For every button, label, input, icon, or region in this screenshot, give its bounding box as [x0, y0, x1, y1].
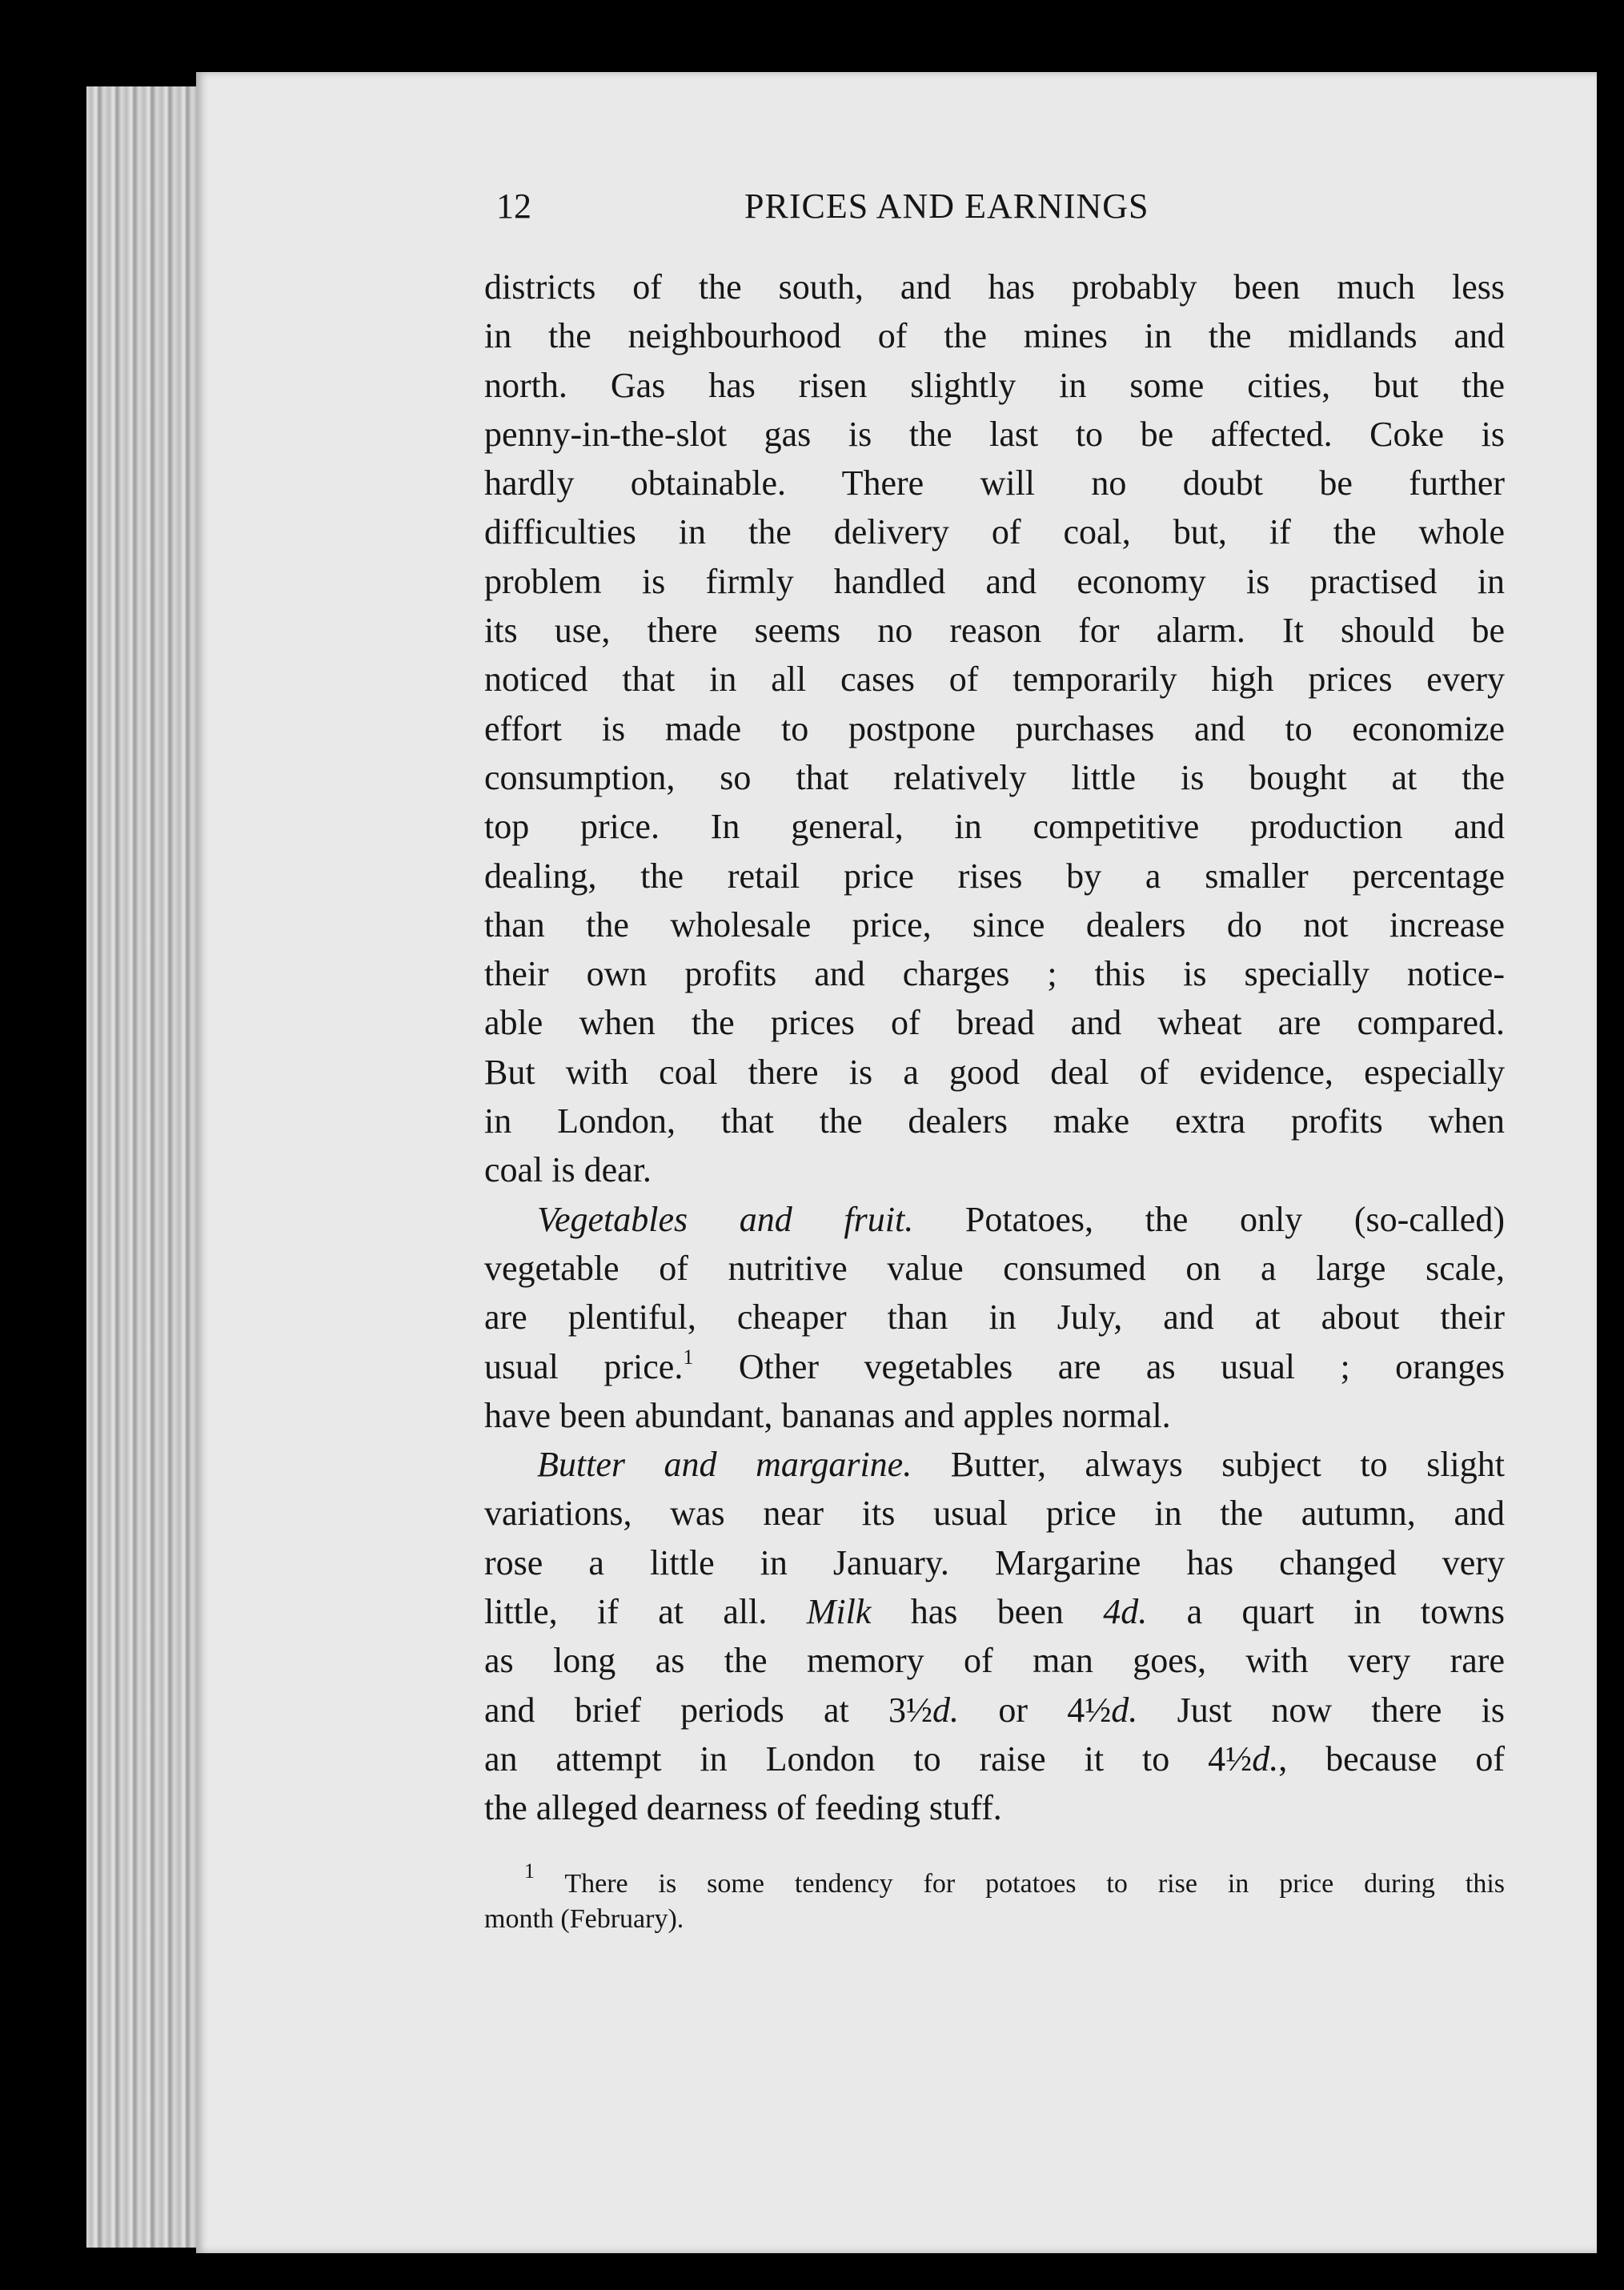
text-line: in the neighbourhood of the mines in the midlands and	[484, 316, 1505, 356]
text-line: districts of the south, and has probably been much less	[484, 267, 1505, 307]
text-line: hardly obtainable. There will no doubt be further	[484, 463, 1505, 503]
text-line: variations, was near its usual price in the autumn, and	[484, 1494, 1505, 1534]
text-line: Vegetables and fruit. Potatoes, the only (so-called)	[537, 1199, 1505, 1239]
text-line: north. Gas has risen slightly in some cities, but the	[484, 365, 1505, 405]
footnote-line: $^1$ There is some tendency for potatoes to rise in price during this	[524, 1859, 1505, 1899]
text-line: able when the prices of bread and wheat are compared.	[484, 1003, 1505, 1043]
section-heading-vegetables-and-fruit: Vegetables and fruit.	[537, 1199, 914, 1239]
text-line: consumption, so that relatively little is bought at the	[484, 757, 1505, 797]
text-line: Butter and margarine. Butter, always subject to slight	[537, 1445, 1505, 1485]
section-heading-butter-and-margarine: Butter and margarine.	[537, 1445, 912, 1485]
text-line: its use, there seems no reason for alarm. It should be	[484, 611, 1505, 651]
text-line: penny-in-the-slot gas is the last to be affected. Coke is	[484, 414, 1505, 454]
text-line: and brief periods at 3½d. or 4½d. Just now there is	[484, 1690, 1506, 1730]
text-line: an attempt in London to raise it to 4½d., because of	[484, 1739, 1505, 1779]
text-line: coal is dear.	[484, 1150, 652, 1190]
text-line: in London, that the dealers make extra profits when	[484, 1101, 1505, 1141]
text-line: than the wholesale price, since dealers do not increase	[484, 904, 1505, 944]
price-value: 4d.	[1103, 1592, 1148, 1632]
text-line: are plentiful, cheaper than in July, and at about their	[484, 1297, 1505, 1338]
text-line: top price. In general, in competitive production and	[484, 807, 1505, 847]
running-title: PRICES AND EARNINGS	[744, 186, 1149, 226]
text-line: the alleged dearness of feeding stuff.	[484, 1788, 1002, 1828]
body-text	[484, 263, 1505, 1833]
text-line: difficulties in the delivery of coal, but, if the whole	[484, 512, 1505, 552]
text-line: their own profits and charges ; this is specially notice-	[484, 954, 1505, 994]
section-heading-milk: Milk	[806, 1592, 872, 1632]
footnote-marker: 1	[524, 1859, 535, 1883]
footnote-reference: 1	[683, 1345, 694, 1369]
paragraph-vegetables-and-fruit	[484, 1195, 1505, 1440]
text-line: rose a little in January. Margarine has changed very	[484, 1542, 1505, 1582]
text-line: problem is firmly handled and economy is practised in	[484, 561, 1505, 601]
paragraph-coal	[484, 263, 1505, 1195]
text-line: dealing, the retail price rises by a smaller percentage	[484, 856, 1505, 896]
text-line: But with coal there is a good deal of evidence, especially	[484, 1052, 1505, 1092]
text-line: have been abundant, bananas and apples normal.	[484, 1395, 1171, 1435]
page-number: 12	[496, 186, 531, 226]
text-line: usual price.$^1$ Other vegetables are as usual ; oranges	[484, 1345, 1506, 1386]
text-line: vegetable of nutritive value consumed on a large scale,	[484, 1248, 1505, 1288]
text-line: little, if at all. Milk has been 4d. a quart in towns	[484, 1592, 1505, 1632]
paragraph-butter-and-margarine	[484, 1440, 1505, 1832]
text-line: noticed that in all cases of temporarily high prices every	[484, 660, 1505, 700]
footnote	[484, 1859, 1505, 1937]
footnote-line: month (February).	[484, 1904, 684, 1934]
text-line: as long as the memory of man goes, with very rare	[484, 1641, 1505, 1681]
text-line: effort is made to postpone purchases and to economize	[484, 708, 1505, 748]
page-header	[496, 186, 1505, 234]
